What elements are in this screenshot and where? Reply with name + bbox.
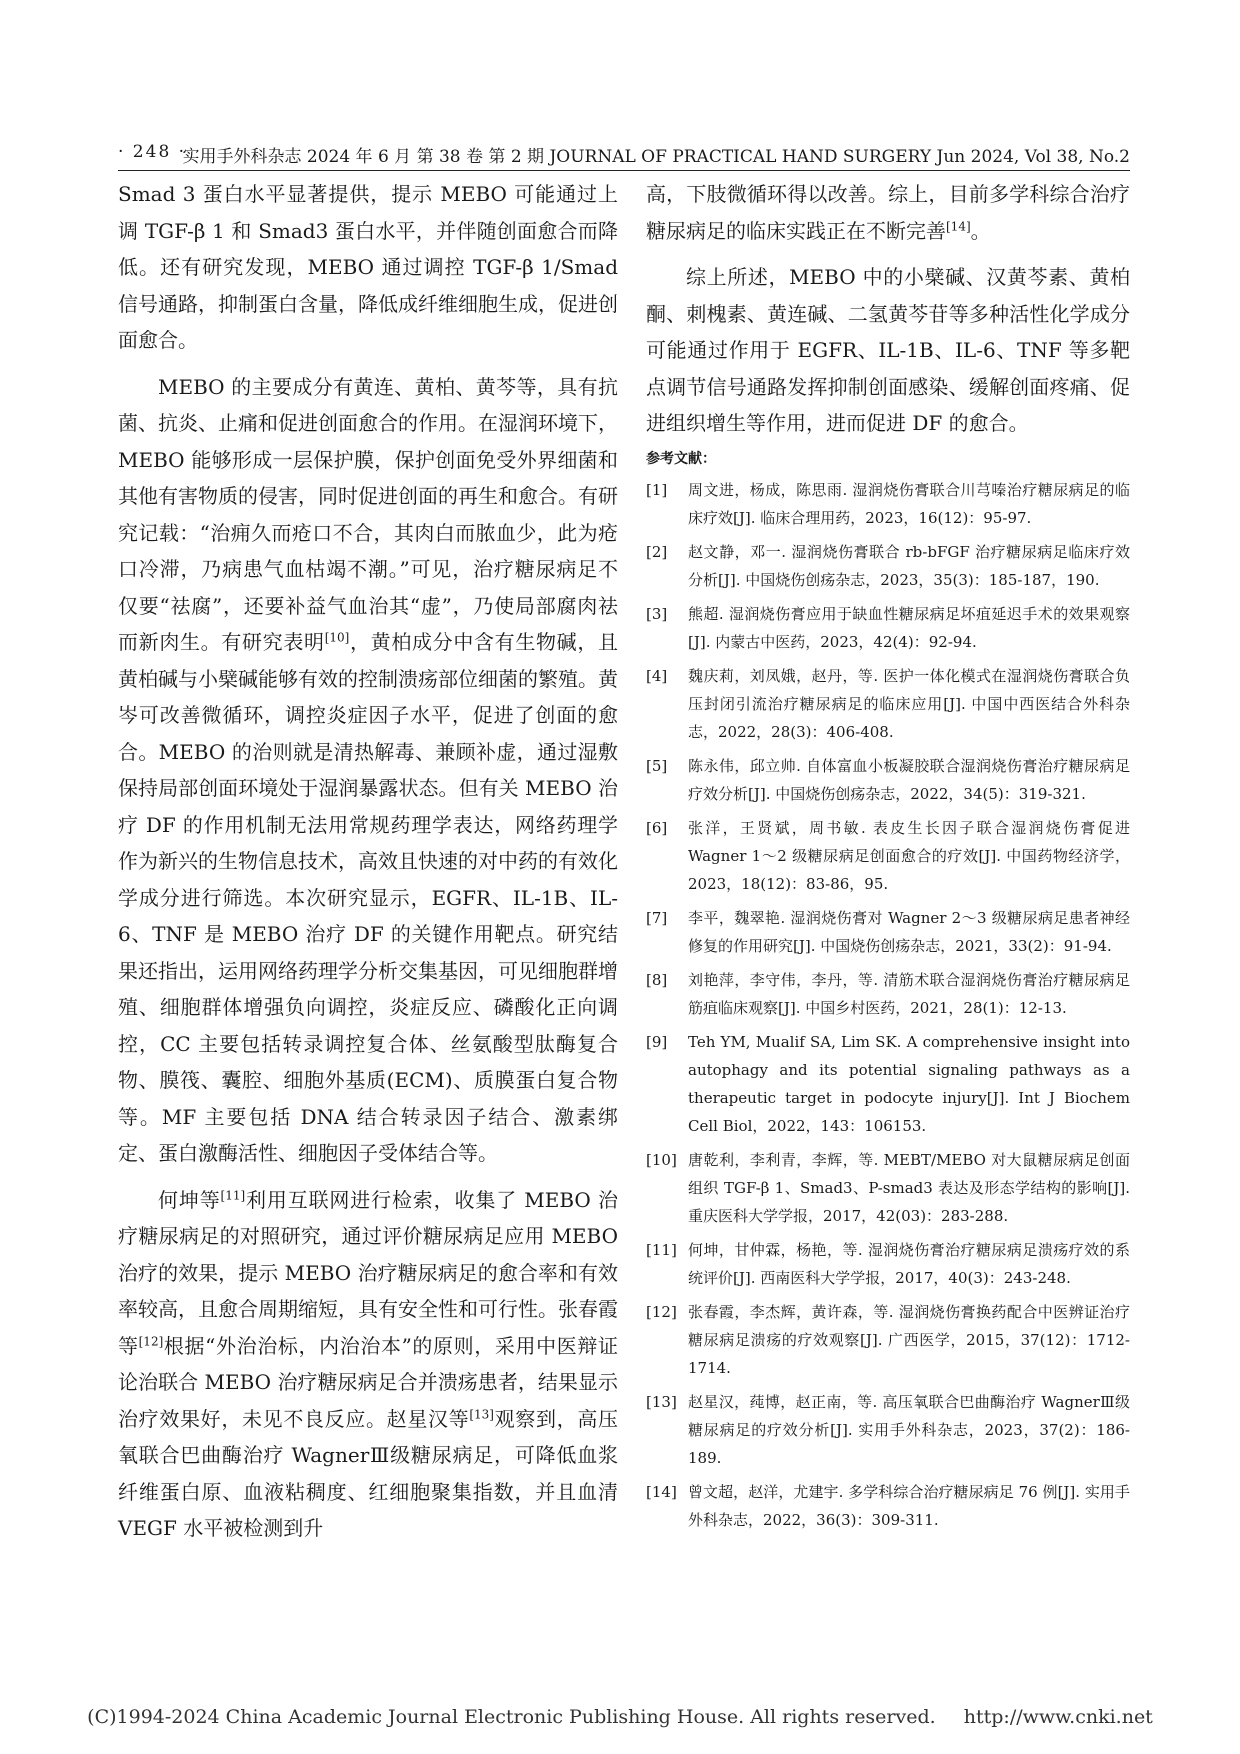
reference-item [646, 1388, 1130, 1472]
paragraph [118, 1182, 618, 1547]
cnki-link[interactable]: http://www.cnki.net [963, 1706, 1153, 1728]
reference-item [646, 1028, 1130, 1140]
citation: [13] [469, 1406, 494, 1421]
paragraph-text: MEBO 的主要成分有黄连、黄柏、黄芩等，具有抗菌、抗炎、止痛和促进创面愈合的作用。在湿润环境下，MEBO 能够形成一层保护膜，保护创面免受外界细菌和其他有害物质的侵害，同时促进创面的再生和愈合。有研究记载：“治痈久而疮口不合，其肉白而脓血少，此为疮口冷滞，乃病患气血枯竭不潮。”可见，治疗糖尿病足不仅要“祛腐”，还要补益气血治其“虚”，乃使局部腐肉祛而新肉生。有研究表明 [118, 374, 618, 654]
references-title: 参考文献： [646, 450, 716, 467]
reference-item [646, 476, 1130, 532]
reference-list [646, 476, 1130, 1534]
reference-text: 张春霞，李杰辉，黄许森，等. 湿润烧伤膏换药配合中医辨证治疗糖尿病足溃疡的疗效观察[J]. 广西医学，2015，37(12)：1712-1714. [688, 1302, 1130, 1377]
reference-text: 唐乾利，李利青，李辉，等. MEBT/MEBO 对大鼠糖尿病足创面组织 TGF-β 1、Smad3、P-smad3 表达及形态学结构的影响[J]. 重庆医科大学学报，2017，42(03)：283-288. [688, 1150, 1130, 1225]
journal-info: 实用手外科杂志 2024 年 6 月 第 38 卷 第 2 期 JOURNAL OF PRACTICAL HAND SURGERY Jun 2024, Vol 38, No.2 [182, 147, 1130, 167]
citation: [14] [946, 218, 971, 233]
paragraph-text: ，黄柏成分中含有生物碱，且黄柏碱与小檗碱能够有效的控制溃疡部位细菌的繁殖。黄岑可改善微循环，调控炎症因子水平，促进了创面的愈合。MEBO 的治则就是清热解毒、兼顾补虚，通过湿敷保持局部创面环境处于湿润暴露状态。但有关 MEBO 治疗 DF 的作用机制无法用常规药理学表达，网络药理学作为新兴的生物信息技术，高效且快速的对中药的有效化学成分进行筛选。本次研究显示，EGFR、IL-1B、IL-6、TNF 是 MEBO 治疗 DF 的关键作用靶点。研究结果还指出，运用网络药理学分析交集基因，可见细胞群增殖、细胞群体增强负向调控，炎症反应、磷酸化正向调控，CC 主要包括转录调控复合体、丝氨酸型肽酶复合物、膜筏、囊腔、细胞外基质(ECM)、质膜蛋白复合物等。MF 主要包括 DNA 结合转录因子结合、激素绑定、蛋白激酶活性、细胞因子受体结合等。 [118, 630, 619, 1165]
citation: [12] [138, 1333, 164, 1348]
reference-item [646, 538, 1130, 594]
paragraph [646, 176, 1130, 249]
reference-item [646, 752, 1130, 808]
reference-text: 赵文静，邓一. 湿润烧伤膏联合 rb-bFGF 治疗糖尿病足临床疗效分析[J]. 中国烧伤创疡杂志，2023，35(3)：185-187，190. [688, 542, 1130, 589]
page-footer [40, 1706, 1200, 1728]
reference-number: [2] [646, 542, 668, 561]
reference-number: [10] [646, 1150, 677, 1169]
reference-text: 赵星汉，莼博，赵正南，等. 高压氧联合巴曲酶治疗 WagnerⅢ级糖尿病足的疗效分析[J]. 实用手外科杂志，2023，37(2)：186-189. [688, 1392, 1130, 1467]
reference-text: 张洋，王贤斌，周书敏. 表皮生长因子联合湿润烧伤膏促进 Wagner 1～2 级糖尿病足创面愈合的疗效[J]. 中国药物经济学，2023，18(12)：83-86，95. [688, 818, 1130, 893]
paragraph-text: 高，下肢微循环得以改善。综上，目前多学科综合治疗糖尿病足的临床实践正在不断完善 [646, 182, 1130, 243]
copyright-notice: (C)1994-2024 China Academic Journal Electronic Publishing House. All rights reserved. [87, 1706, 936, 1728]
reference-number: [5] [646, 756, 668, 775]
reference-text: 熊超. 湿润烧伤膏应用于缺血性糖尿病足坏疽延迟手术的效果观察[J]. 内蒙古中医药，2023，42(4)：92-94. [688, 604, 1130, 651]
paragraph [118, 369, 618, 1172]
reference-item [646, 1236, 1130, 1292]
paragraph: 综上所述，MEBO 中的小檗碱、汉黄芩素、黄柏酮、刺槐素、黄连碱、二氢黄芩苷等多种活性化学成分可能通过作用于 EGFR、IL-1B、IL-6、TNF 等多靶点调节信号通路发挥抑制创面感染、缓解创面疼痛、促进组织增生等作用，进而促进 DF 的愈合。 [646, 265, 1130, 435]
reference-number: [6] [646, 818, 668, 837]
reference-number: [7] [646, 908, 668, 927]
reference-item [646, 904, 1130, 960]
reference-number: [8] [646, 970, 668, 989]
reference-number: [1] [646, 480, 668, 499]
reference-number: [4] [646, 666, 668, 685]
reference-item [646, 600, 1130, 656]
reference-number: [12] [646, 1302, 677, 1321]
reference-text: 魏庆莉，刘凤娥，赵丹，等. 医护一体化模式在湿润烧伤膏联合负压封闭引流治疗糖尿病足的临床应用[J]. 中国中西医结合外科杂志，2022，28(3)：406-408. [688, 666, 1130, 741]
reference-text: 李平，魏翠艳. 湿润烧伤膏对 Wagner 2～3 级糖尿病足患者神经修复的作用研究[J]. 中国烧伤创疡杂志，2021，33(2)：91-94. [688, 908, 1130, 955]
reference-item [646, 1146, 1130, 1230]
reference-text: 刘艳萍，李守伟，李丹，等. 清筋术联合湿润烧伤膏治疗糖尿病足筋疽临床观察[J]. 中国乡村医药，2021，28(1)：12-13. [688, 970, 1130, 1017]
reference-item [646, 1298, 1130, 1382]
reference-number: [13] [646, 1392, 677, 1411]
reference-number: [11] [646, 1240, 677, 1259]
reference-text: Teh YM, Mualif SA, Lim SK. A comprehensive insight into autophagy and its potential signaling pathways as a therapeutic target in podocyte injury[J]. Int J Biochem Cell Biol，2022，143：106153. [688, 1032, 1130, 1135]
reference-item [646, 814, 1130, 898]
page-number: · 248 · [118, 142, 187, 162]
reference-number: [3] [646, 604, 668, 623]
paragraph-text: 观察到，高压氧联合巴曲酶治疗 WagnerⅢ级糖尿病足，可降低血浆纤维蛋白原、血液粘稠度、红细胞聚集指数，并且血清 VEGF 水平被检测到升 [118, 1406, 619, 1540]
page-header [118, 140, 1130, 171]
paragraph-text: 利用互联网进行检索，收集了 MEBO 治疗糖尿病足的对照研究，通过评价糖尿病足应用 MEBO 治疗的效果，提示 MEBO 治疗糖尿病足的愈合率和有效率较高，且愈合周期缩短，具有安全性和可行性。张春霞等 [118, 1187, 618, 1358]
paragraph-text: 何坤等 [158, 1187, 221, 1212]
paragraph-text: 。 [970, 218, 991, 243]
citation: [11] [220, 1187, 246, 1202]
reference-item [646, 966, 1130, 1022]
citation: [10] [324, 630, 350, 645]
reference-text: 曾文超，赵洋，尤建宇. 多学科综合治疗糖尿病足 76 例[J]. 实用手外科杂志，2022，36(3)：309-311. [688, 1482, 1130, 1529]
left-column [118, 176, 618, 1547]
reference-number: [9] [646, 1032, 668, 1051]
reference-text: 陈永伟，邱立帅. 自体富血小板凝胶联合湿润烧伤膏治疗糖尿病足疗效分析[J]. 中国烧伤创疡杂志，2022，34(5)：319-321. [688, 756, 1130, 803]
reference-text: 周文进，杨成，陈思雨. 湿润烧伤膏联合川芎嗪治疗糖尿病足的临床疗效[J]. 临床合理用药，2023，16(12)：95-97. [688, 480, 1130, 527]
paragraph-text: 根据“外治治标，内治治本”的原则，采用中医辩证论治联合 MEBO 治疗糖尿病足合并溃疡患者，结果显示治疗效果好，未见不良反应。赵星汉等 [118, 1333, 618, 1431]
reference-item [646, 662, 1130, 746]
reference-item [646, 1478, 1130, 1534]
paragraph: Smad 3 蛋白水平显著提供，提示 MEBO 可能通过上调 TGF-β 1 和 Smad3 蛋白水平，并伴随创面愈合而降低。还有研究发现，MEBO 通过调控 TGF-β 1/Smad 信号通路，抑制蛋白含量，降低成纤维细胞生成，促进创面愈合。 [118, 182, 618, 352]
reference-number: [14] [646, 1482, 677, 1501]
reference-text: 何坤，甘仲霖，杨艳，等. 湿润烧伤膏治疗糖尿病足溃疡疗效的系统评价[J]. 西南医科大学学报，2017，40(3)：243-248. [688, 1240, 1130, 1287]
right-column [646, 176, 1130, 1540]
